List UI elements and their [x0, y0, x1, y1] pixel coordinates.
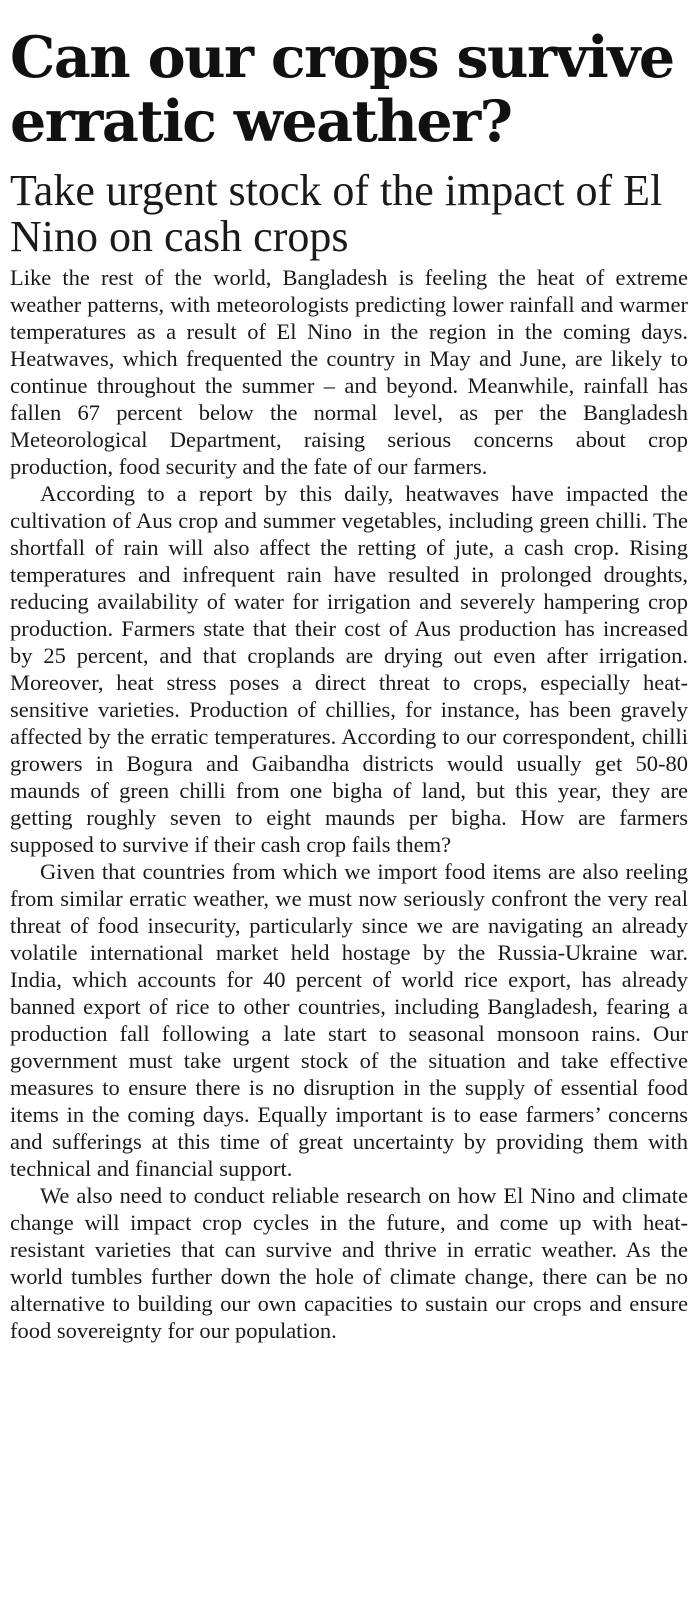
body-paragraph: Given that countries from which we import food items are also reeling from similar erratic weather, we must now seriously confront the very real threat of food insecurity, particularly since we are navigating an already volatile international market held hostage by the Russia-Ukraine war. India, which accounts for 40 percent of world rice export, has already banned export of rice to other countries, including Bangladesh, fearing a production fall following a late start to seasonal monsoon rains. Our government must take urgent stock of the situation and take effective measures to ensure there is no disruption in the supply of essential food items in the coming days. Equally important is to ease farmers’ concerns and sufferings at this time of great uncertainty by providing them with technical and financial support. [10, 859, 688, 1181]
body-paragraph: According to a report by this daily, heatwaves have impacted the cultivation of Aus crop and summer vegetables, including green chilli. The shortfall of rain will also affect the retting of jute, a cash crop. Rising temperatures and infrequent rain have resulted in prolonged droughts, reducing availability of water for irrigation and severely hampering crop production. Farmers state that their cost of Aus production has increased by 25 percent, and that croplands are drying out even after irrigation. Moreover, heat stress poses a direct threat to crops, especially heat-sensitive varieties. Production of chillies, for instance, has been gravely affected by the erratic temperatures. According to our correspondent, chilli growers in Bogura and Gaibandha districts would usually get 50-80 maunds of green chilli from one bigha of land, but this year, they are getting roughly seven to eight maunds per bigha. How are farmers supposed to survive if their cash crop fails them? [10, 481, 688, 857]
headline: Can our crops survive erratic weather? [10, 24, 674, 155]
body-paragraph: Like the rest of the world, Bangladesh is feeling the heat of extreme weather patterns, with meteorologists predicting lower rainfall and warmer temperatures as a result of El Nino in the region in the coming days. Heatwaves, which frequented the country in May and June, are likely to continue throughout the summer – and beyond. Meanwhile, rainfall has fallen 67 percent below the normal level, as per the Bangladesh Meteorological Department, raising serious concerns about crop production, food security and the fate of our farmers. [10, 265, 688, 479]
body-paragraph: We also need to conduct reliable research on how El Nino and climate change will impact crop cycles in the future, and come up with heat-resistant varieties that can survive and thrive in erratic weather. As the world tumbles further down the hole of climate change, there can be no alternative to building our own capacities to sustain our crops and ensure food sovereignty for our population. [10, 1183, 688, 1343]
article-body [10, 264, 688, 1344]
subheadline: Take urgent stock of the impact of El Nino on cash crops [10, 166, 663, 261]
